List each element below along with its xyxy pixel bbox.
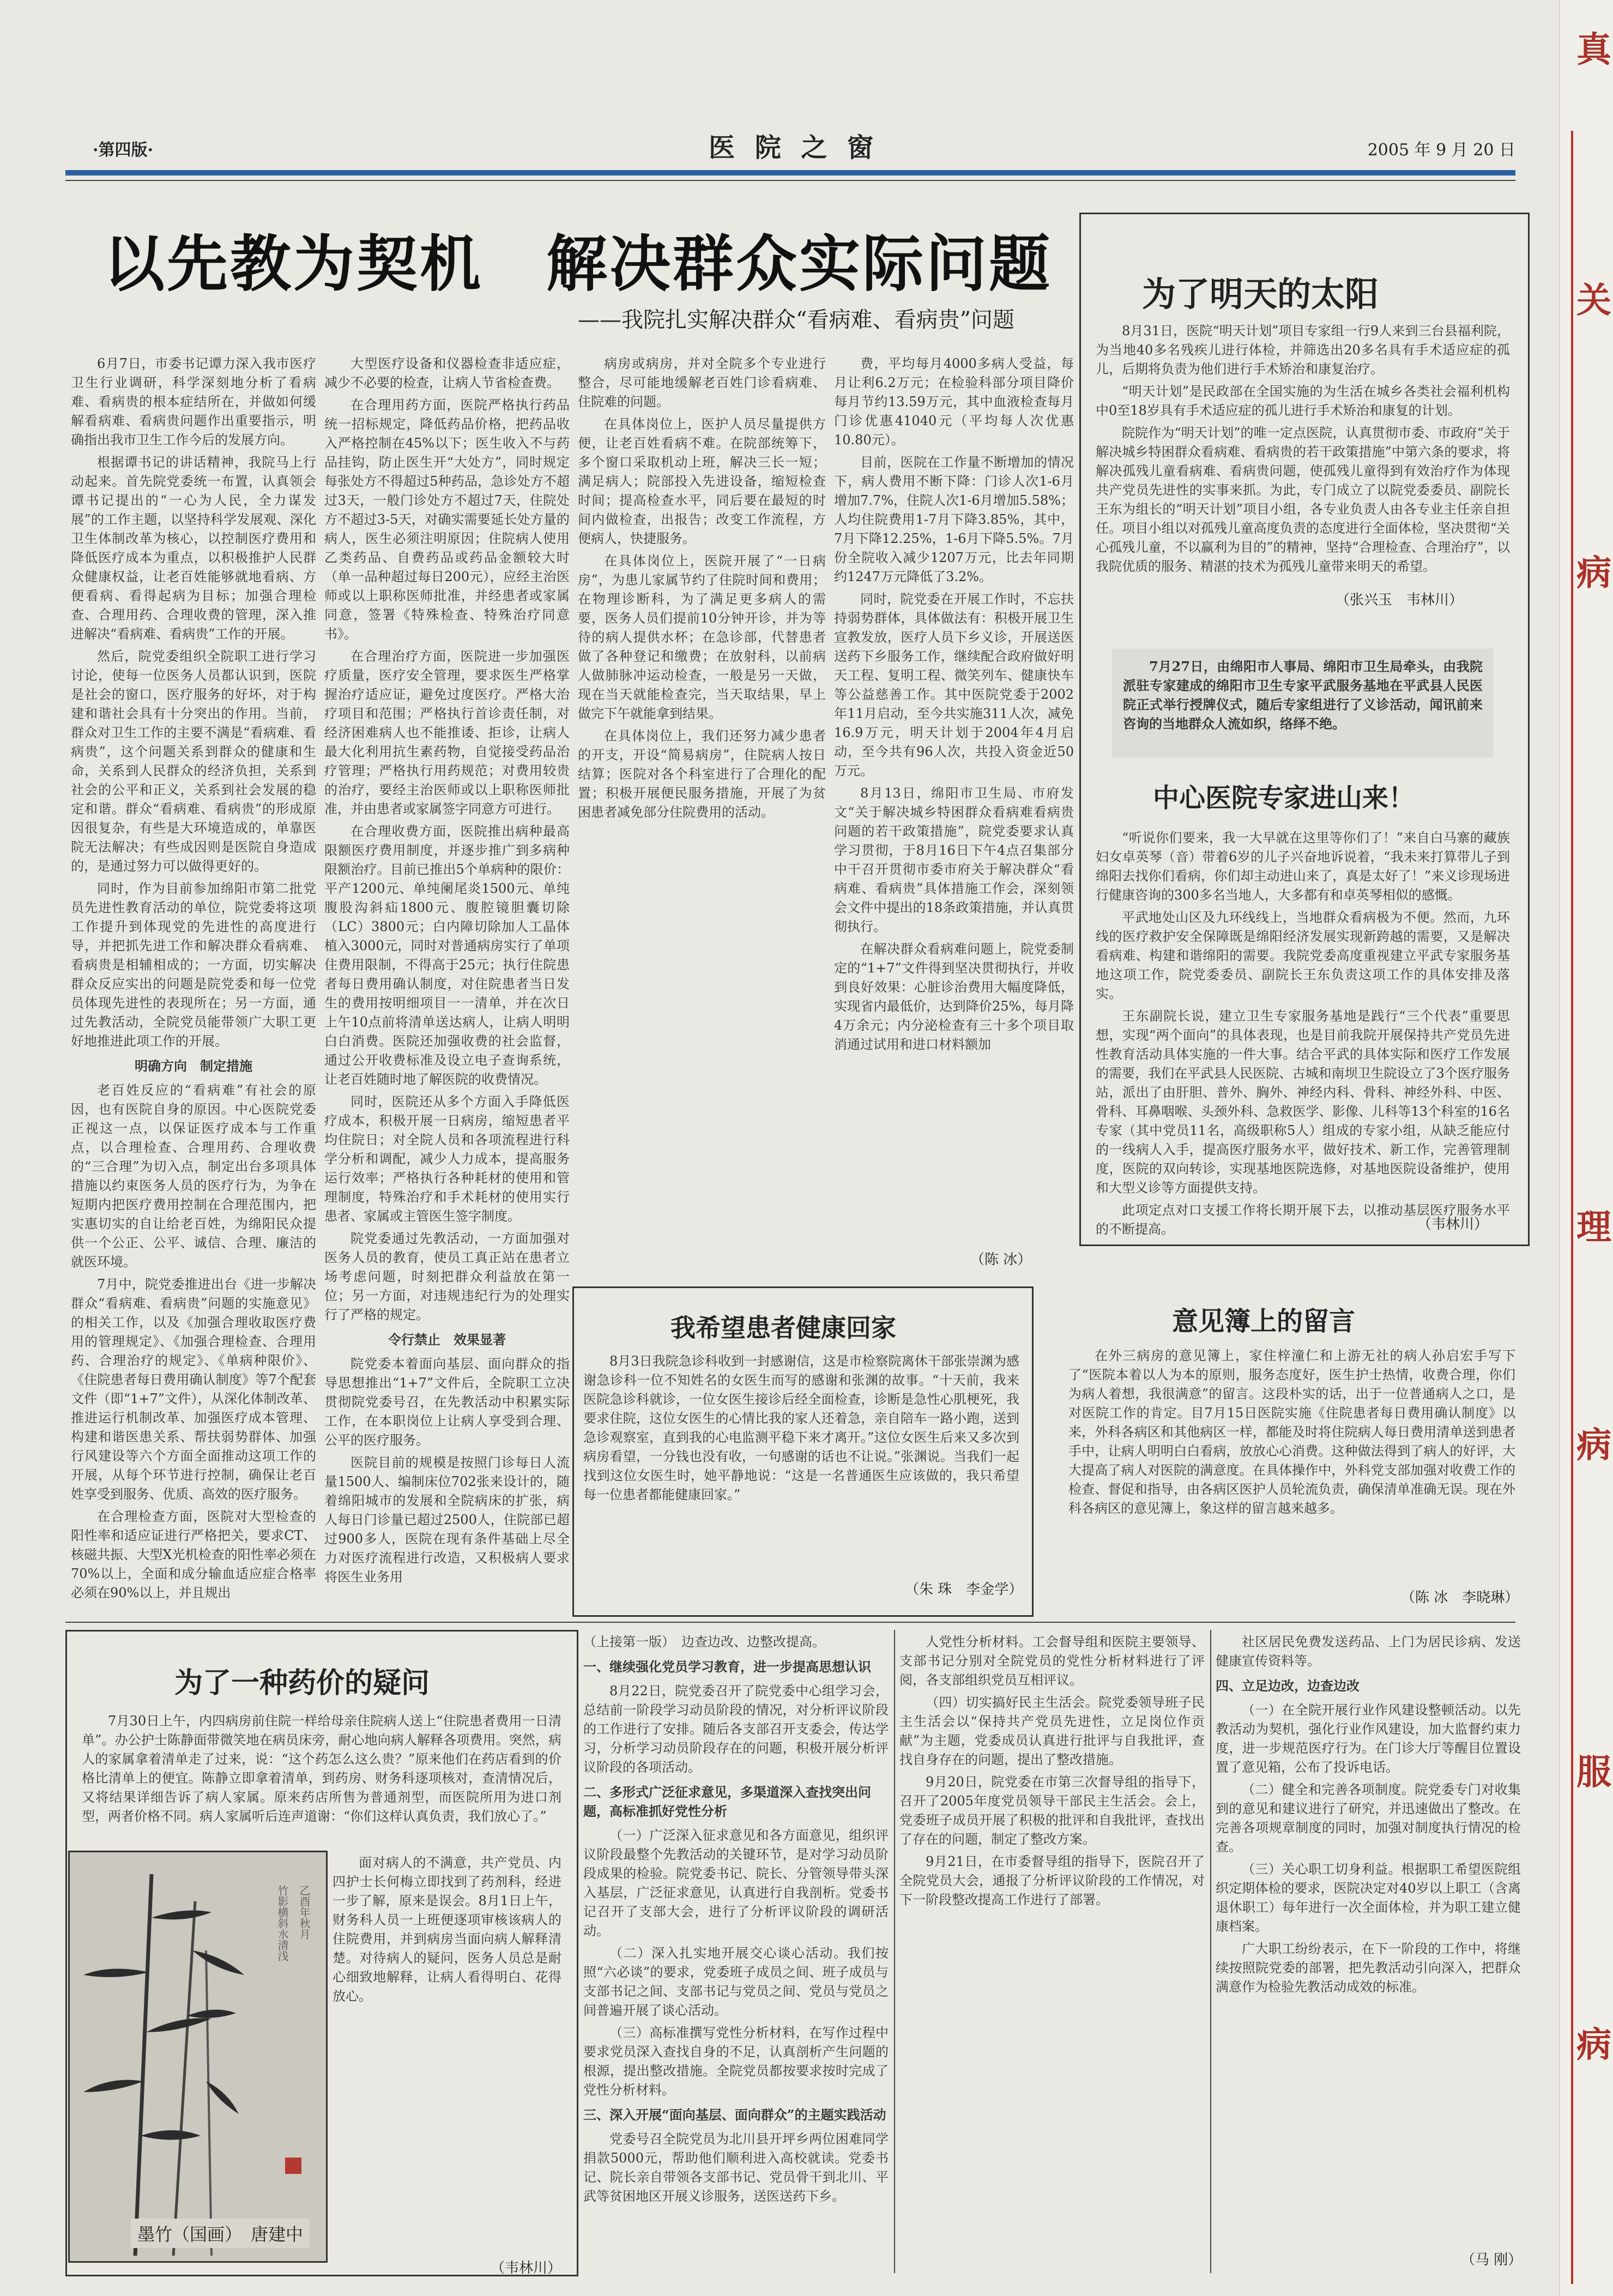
painting-caption: 墨竹（国画） 唐建中 (131, 2219, 310, 2248)
notice-text: 7月27日，由绵阳市人事局、绵阳市卫生局牵头，由我院派驻专家建成的绵阳市卫生专家平武服务基地在平武县人民医院正式举行授牌仪式，随后专家组进行了义诊活动，闻讯前来咨询的当地群众人流如织，络绎不绝。 (1123, 658, 1483, 732)
mountain-title: 中心医院专家进山来！ (1153, 783, 1415, 813)
paragraph: 在合理检查方面，医院对大型检查的阳性率和适应证进行严格把关，要求CT、核磁共振、大型X光机检查的阳性率必须在70%以上，全面和成分输血适应症合格率必须在90%以上，并且规出 (71, 1509, 316, 1600)
paragraph: 8月13日，绵阳市卫生局、市府发文“关于解决城乡特困群众看病难看病贵问题的若干政策措施”，院党委要求认真学习贯彻，于8月16日下午4点召集部分中干召开贯彻市委市府关于解决群众“看病难、看病贵”具体措施工作会，深刻领会文件中提出的18条政策措施，并认真贯彻执行。 (834, 786, 1074, 934)
edition-label: ·第四版· (93, 141, 153, 160)
paragraph: 在合理治疗方面，医院进一步加强医疗质量，医疗安全管理，要求医生严格掌握治疗适应证，避免过度医疗。严格大治疗项目和范围；严格执行首诊责任制，对经济困难病人也不能推诿、拒诊，让病人最大化利用抗生素药物，自觉接受药品治疗管理；严格执行用药规范；对费用较贵的治疗，要经主治医师或以上职称医师批准，并由患者或家属签字同意方可进行。 (324, 649, 570, 817)
paragraph: （一）广泛深入征求意见和各方面意见，组织评议阶段最整个先教活动的关键环节，是对学习动员阶段成果的检验。院党委书记、院长、分管领导带头深入基层，广泛征求意见，认真进行自我剖析。党委书记召开了支部大会，进行了分析评议阶段的调研活动。 (583, 1828, 889, 1938)
sun-article (1096, 322, 1510, 583)
paragraph: 目前，医院在工作量不断增加的情况下，病人费用不断下降：门诊人次1-6月增加7.7%，住院人次1-6月增加5.58%；人均住院费用1-7月下降3.85%，其中，7月下降12.25%，1-6月下降5.5%。7月份全院收入减少1207万元，比去年同期约1247万元降低了3.2%。 (834, 455, 1074, 584)
paragraph: 在具体岗位上，我们还努力减少患者的开支，开设“简易病房”，住院病人按日结算；医院对各个科室进行了合理化的配置；积极开展便民服务措施，开展了为贫困患者减免部分住院费用的活动。 (578, 728, 826, 820)
paragraph: 医院目前的规模是按照门诊每日人流量1500人、编制床位702张来设计的，随着绵阳城市的发展和全院病床的扩张，病人每日门诊量已超过2500人，住院部已超过900多人，医院在现有条件基础上尽全力对医疗流程进行改造，又积极病人要求将医生业务用 (324, 1455, 570, 1585)
subsection-heading: 三、深入开展“面向基层、面向群众”的主题实践活动 (583, 2107, 886, 2123)
price-article-top (82, 1712, 561, 1848)
main-article-byline: （陈 冰） (970, 1252, 1032, 1268)
masthead-thin-rule (65, 180, 1515, 181)
continued-head: （上接第一版） 边查边改、边整改提高。 (583, 1634, 825, 1650)
paragraph: 同时，院党委在开展工作时，不忘扶持弱势群体，具体做法有：积极开展卫生宣教发放，医疗人员下乡义诊，开展送医送药下乡服务工作，继续配合政府做好明天工程、复明工程、微笑列车、健康快车等公益慈善工作。其中医院党委于2002年11月启动，至今共实施311人次，减免16.9万元，明天计划于2004年4月启动，至今共有96人次，共投入资金近50万元。 (834, 591, 1074, 778)
main-article-col4 (834, 354, 1074, 1265)
paragraph: （二）深入扎实地开展交心谈心活动。我们按照“六必谈”的要求，党委班子成员之间、班子成员与支部书记之间、支部书记与党员之间、党员与党员之间普遍开展了谈心活动。 (583, 1945, 889, 2018)
paragraph: 广大职工纷纷表示，在下一阶段的工作中，将继续按照院党委的部署，把先教活动引向深入，把群众满意作为检验先教活动成效的标准。 (1216, 1941, 1521, 1995)
adjacent-headline-char: 病 (1576, 1425, 1611, 1466)
paragraph: 院院作为“明天计划”的唯一定点医院，认真贯彻市委、市政府“关于解决城乡特困群众看病难、看病贵的若干政策措施”中第六条的要求，将解决孤残儿童看病难、看病贵问题，使孤残儿童得到有效治疗作为体现共产党员先进性的实事来抓。为此，专门成立了以院党委委员、副院长王东为组长的“明天计划”项目小组，各专业负责人由各专业主任亲自担任。项目小组以对孤残儿童高度负责的态度进行全面体检，坚决贯彻“关心孤残儿童，不以赢利为目的”的精神，坚持“合理检查、合理治疗”，以我院优质的服务、精湛的技术为孤残儿童带来明天的希望。 (1096, 425, 1510, 574)
paragraph: （一）在全院开展行业作风建设整顿活动。以先教活动为契机，强化行业作风建设，加大监督约束力度，进一步规范医疗行为。在门诊大厅等醒目位置设置了意见箱，公布了投诉电话。 (1216, 1702, 1521, 1775)
paragraph: 9月21日，在市委督导组的指导下，医院召开了全院党员大会，通报了分析评议阶段的工作情况，对下一阶段整改提高工作进行了部署。 (899, 1854, 1205, 1907)
paragraph: （三）高标准撰写党性分析材料，在写作过程中要求党员深入查找自身的不足，认真剖析产生问题的根源，提出整改措施。全院党员都按要求按时完成了党性分析材料。 (583, 2025, 889, 2098)
paragraph: 院党委通过先教活动，一方面加强对医务人员的教育，使员工真正站在患者立场考虑问题，时刻把群众利益放在第一位；另一方面，对违规违纪行为的处理实行了严格的规定。 (324, 1231, 570, 1322)
paragraph: 7月30日上午，内四病房前住院一样给母亲住院病人送上“住院患者费用一日清单”。办公护士陈静面带微笑地在病员床旁，耐心地向病人解释各项费用。突然，病人的家属拿着清单走了过来，说：“这个药怎么这么贵？”原来他们在药店看到的价格比清单上的便宜。陈静立即拿着清单，到药房、财务科逐项核对，查清情况后，又将结果详细告诉了病人家属。原来药店所售为普通剂型，而医院所用为进口剂型，两者价格不同。病人家属听后连声道谢：“你们这样认真负责，我们放心了。” (82, 1713, 561, 1824)
adjacent-headline-char: 病 (1576, 2025, 1611, 2065)
paragraph: （四）切实搞好民主生活会。院党委领导班子民主生活会以“保持共产党员先进性，立足岗位作贡献”为主题，党委成员认真进行批评与自我批评，查找自身存在的问题，提出了整改措施。 (899, 1695, 1205, 1767)
hope-title: 我希望患者健康回家 (670, 1313, 896, 1343)
paragraph: 老百姓反应的“看病难”有社会的原因，也有医院自身的原因。中心医院党委正视这一点，以保证医疗成本与工作重点，以合理检查、合理用药、合理收费的“三合理”为切入点，制定出台多项具体措施以约束医务人员的医疗行为，为争在短期内把医疗费用控制在合理范围内，把实惠切实的自让给老百姓，为绵阳民众提供一个公正、公平、诚信、合理、廉洁的就医环境。 (71, 1083, 316, 1270)
paragraph: 9月20日，院党委在市第三次督导组的指导下，召开了2005年度党员领导干部民主生活会。会上，党委班子成员开展了积极的批评和自我批评，查找出了存在的问题，制定了整改方案。 (899, 1774, 1205, 1847)
paragraph: 在解决群众看病难问题上，院党委制定的“1+7”文件得到坚决贯彻执行，并收到良好效果：心脏诊治费用大幅度降低，实现省内最低价，达到降价25%，每月降4万余元；内分泌检查有三十多个项目取消通过试用和进口材料额加 (834, 941, 1074, 1052)
price-article-side (333, 1853, 561, 2268)
masthead-rule (65, 170, 1515, 176)
adjacent-page-strip (1559, 0, 1613, 2296)
continued-col2 (899, 1633, 1205, 2270)
bamboo-painting (68, 1851, 328, 2263)
paragraph: 病房或病房，并对全院多个专业进行整合，尽可能地缓解老百姓门诊看病难、住院难的问题。 (578, 356, 826, 409)
paragraph: 王东副院长说，建立卫生专家服务基地是践行“三个代表”重要思想，实现“两个面向”的具体表现，也是目前我院开展保持共产党员先进性教育活动具体实施的一件大事。结合平武的具体实际和医疗工作发展的需要，我们在平武县人民医院、古城和南坝卫生院设立了3个医疗服务站，派出了由肝胆、普外、胸外、神经内科、骨科、神经外科、中医、骨科、耳鼻咽喉、头颈外科、急救医学、影像、儿科等13个科室的16名专家（其中党员11名，高级职称5人）组成的专家小组，从缺乏能应付的一线病人入手，提高医疗服务水平，做好技术、新工作，完善管理制度，医院的双向转诊，实现基地医院选修，对基地医院设备维护，使用和大型义诊等方面提供支持。 (1096, 1008, 1510, 1195)
main-subhead: ——我院扎实解决群众“看病难、看病贵”问题 (578, 307, 1014, 333)
paragraph: 院党委本着面向基层、面向群众的指导思想推出“1+7”文件后，全院职工立决贯彻院党委号召，在先教活动中积累实际工作，在本职岗位上让病人享受到合理、公平的医疗服务。 (324, 1356, 570, 1448)
paragraph: 党委号召全院党员为北川县开坪乡两位困难同学捐款5000元，帮助他们顺利进入高校就读。党委书记、院长亲自带领各支部书记、党员骨干到北川、平武等贫困地区开展义诊服务，送医送药下乡。 (583, 2131, 889, 2204)
sun-byline: （张兴玉 韦林川） (1336, 592, 1464, 608)
paragraph: 7月中，院党委推进出台《进一步解决群众“看病难、看病贵”问题的实施意见》的相关工作，以及《加强合理收取医疗费用的管理规定》、《加强合理检查、合理用药、合理治疗的规定》、《单病种限价》、《住院患者每日费用确认制度》等7个配套文件（即“1+7”文件），从深化体制改革、推进运行机制改革、加强医疗成本管理、构建和谐医患关系、帮扶弱势群体、加强行风建设等六个方面全面推动这项工作的开展，从每个环节进行控制，确保让老百姓享受到服务、优质、高效的医疗服务。 (71, 1277, 316, 1502)
paragraph: 8月22日，院党委召开了院党委中心组学习会，总结前一阶段学习动员阶段的情况，对分析评议阶段的工作进行了安排。随后各支部召开支委会，传达学习，分析学习动员阶段存在的问题，积极开展分析评议阶段的各项活动。 (583, 1683, 889, 1775)
continued-col3 (1216, 1633, 1521, 2243)
paragraph: 人党性分析材料。工会督导组和医院主要领导、支部书记分别对全院党员的党性分析材料进行了评阅，各支部组织党员互相评议。 (899, 1634, 1205, 1688)
subsection-heading: 明确方向 制定措施 (135, 1058, 252, 1074)
adjacent-headline-char: 关 (1576, 280, 1611, 321)
paragraph: “明天计划”是民政部在全国实施的为生活在城乡各类社会福利机构中0至18岁具有手术适应症的孤儿进行手术矫治和康复的计划。 (1096, 384, 1510, 418)
paragraph: 根据谭书记的讲话精神，我院马上行动起来。首先院党委统一布置，认真领会谭书记提出的“一心为人民，全力谋发展”的工作主题，以坚持科学发展观、深化卫生体制改革为核心，以控制医疗费用和降低医疗成本为重点，以积极推护人民群众健康权益，让老百姓能够就地看病、方便看病、看得起病为目标；加强合理检查、合理用药、合理收费的管理，深入推进解决“看病难、看病贵”工作的开展。 (71, 455, 316, 642)
paragraph: 在具体岗位上，医护人员尽量提供方便，让老百姓看病不难。在院部统筹下，多个窗口采取机动上班，解决三长一短；满足病人；院部投入先进设备，缩短检查时间；提高检查水平，同后要在最短的时间内做检查，出报告；改变工作流程，方便病人，快捷服务。 (578, 416, 826, 546)
hope-article (583, 1352, 1019, 1570)
subsection-heading: 令行禁止 效果显著 (388, 1332, 506, 1348)
notice-text-block (1123, 657, 1483, 752)
subsection-heading: 四、立足边改，边查边改 (1216, 1678, 1360, 1694)
issue-date: 2005 年 9 月 20 日 (1367, 141, 1515, 160)
paragraph: （三）关心职工切身利益。根据职工希望医院组织定期体检的要求，医院决定对40岁以上职工（含离退休职工）每年进行一次全面体检，并为职工建立健康档案。 (1216, 1862, 1521, 1934)
svg-text:乙酉年秋月: 乙酉年秋月 (298, 1885, 311, 1939)
note-byline: （陈 冰 李晓琳） (1401, 1590, 1519, 1606)
adjacent-headline-char: 理 (1576, 1207, 1611, 1248)
paragraph: 然后，院党委组织全院职工进行学习讨论，使每一位医务人员都认识到，医院是社会的窗口，医疗服务的好坏，对于构建和谐社会具有十分突出的作用。当前，群众对卫生工作的主要不满是“看病难、看病贵”，这个问题关系到群众的健康和生命，关系到人民群众的经济负担，关系到社会的公平和正义，关系到社会发展的稳定和谐。群众“看病难、看病贵”的形成原因很复杂，有些是大环境造成的，单靠医院无法解决；有些成因则是医院自身造成的，是通过努力可以做得更好的。 (71, 649, 316, 874)
section-divider (65, 1622, 1515, 1623)
paragraph: 社区居民免费发送药品、上门为居民诊病、发送健康宣传资料等。 (1216, 1634, 1521, 1669)
main-article-col2 (324, 354, 570, 1603)
note-article (1068, 1346, 1515, 1586)
price-title: 为了一种药价的疑问 (174, 1667, 430, 1700)
main-article-col1 (71, 354, 316, 1603)
note-title: 意见簿上的留言 (1172, 1306, 1356, 1337)
paragraph: 在具体岗位上，医院开展了“一日病房”，为患儿家属节约了住院时间和费用；在物理诊断科，为了满足更多病人的需要，医务人员们提前10分钟开诊，并为等待的病人提供水杯；在急诊部，代替患者做了各种登记和缴费；在放射科，以前病人做肺脉冲运动检查，一般是另一天做，现在当天就能检查完，当天取结果，早上做完下午就能拿到结果。 (578, 553, 826, 721)
paragraph: 8月3日我院急诊科收到一封感谢信，这是市检察院离休干部张崇渊为感谢急诊科一位不知姓名的女医生而写的感谢和张渊的故事。“十天前，我来医院急诊科就诊，一位女医生接诊后经全面检查，诊断是急性心肌梗死，我要求住院，这位女医生的心情比我的家人还着急，亲自陪车一路小跑，送到急诊观察室，直到我的心电监测平稳下来才离开。”这位女医生后来又多次到病房看望，一分钱也没有收，一句感谢的话也不让说。”张渊说。当我们一起找到这位女医生时，她平静地说：“这是一名普通医生应该做的，我只希望每一位患者都能健康回家。” (583, 1354, 1019, 1502)
svg-text:竹影横斜水清浅: 竹影横斜水清浅 (276, 1885, 289, 1961)
paragraph: 费，平均每月4000多病人受益，每月让利6.2万元；在检验科部分项目降价每月节约13.59万元，其中血液检查每月门诊优惠41040元（平均每人次优惠10.80元）。 (834, 356, 1074, 448)
paragraph: 平武地处山区及九环线线上，当地群众看病极为不便。然而，九环线的医疗救护安全保障既是绵阳经济发展实现新跨越的需要，又是解决看病难、构建和谐绵阳的需要。我院党委高度重视建立平武专家服务基地这项工作，院党委委员、副院长王东负责这项工作的具体安排及落实。 (1096, 910, 1510, 1001)
adjacent-headline-char: 服 (1576, 1752, 1611, 1793)
paragraph: 在合理收费方面，医院推出病种最高限额医疗费用制度，并逐步推广到多病种限额治疗。目前已推出5个单病种的限价：平产1200元、单纯阑尾炎1500元、单纯腹股沟斜疝1800元、腹腔镜胆囊切除（LC）3800元；白内障切除加人工晶体植入3000元，同时对普通病房实行了单项住费用限制，不得高于25元；执行住院患者每日费用确认制度，对住院患者当日发生的费用按明细项目一一清单，并在次日上午10点前将清单送达病人，让病人明明白白消费。医院还加强收费的社会监督，通过公开收费标准及设立电子查询系统，让老百姓随时地了解医院的收费情况。 (324, 824, 570, 1087)
main-headline: 以先教为契机 解决群众实际问题 (104, 229, 1052, 300)
column-divider (894, 1630, 895, 2273)
mountain-byline: （韦林川） (1417, 1216, 1489, 1232)
adjacent-headline-char: 真 (1576, 29, 1611, 70)
price-byline: （韦林川） (491, 2260, 562, 2276)
paragraph: 在合理用药方面，医院严格执行药品统一招标规定，降低药品价格，把药品收入严格控制在45%以下；医生收入不与药品挂钩，防止医生开“大处方”，同时规定每张处方不得超过5种药品，急诊处方不超过3天，一般门诊处方不超过7天，住院处方不超过3-5天，对确实需要延长处方量的病人，医生必须注明原因；住院病人使用乙类药品、自费药品或药品金额较大时（单一品种超过每日200元），应经主治医师或以上职称医师批准，并经患者或家属同意，签署《特殊检查、特殊治疗同意书》。 (324, 397, 570, 642)
paragraph: 大型医疗设备和仪器检查非适应症，减少不必要的检查，让病人节省检查费。 (324, 356, 570, 390)
continued-col1 (583, 1633, 889, 2270)
section-title: 医 院 之 窗 (709, 132, 879, 163)
subsection-heading: 一、继续强化党员学习教育，进一步提高思想认识 (583, 1659, 871, 1675)
main-article-col3 (578, 354, 826, 1281)
paragraph: （二）健全和完善各项制度。院党委专门对收集到的意见和建议进行了研究，并迅速做出了整改。在完善各项规章制度的同时，加强对制度执行情况的检查。 (1216, 1782, 1521, 1854)
paragraph: 面对病人的不满意，共产党员、内四护士长何梅立即找到了药剂科，经进一步了解，原来是误会。8月1日上午，财务科人员一上班便逐项审核该病人的住院费用，并到病房当面向病人解释清楚。对待病人的疑问，医务人员总是耐心细致地解释，让病人看得明白、花得放心。 (333, 1855, 561, 2004)
paragraph: 6月7日，市委书记谭力深入我市医疗卫生行业调研，科学深刻地分析了看病难、看病贵的根本症结所在，并做如何缓解看病难、看病贵问题作出重要指示，明确指出我市卫生工作今后的发展方向。 (71, 356, 316, 448)
paragraph: 在外三病房的意见簿上，家住梓潼仁和上游无社的病人孙启宏手写下了“医院本着以人为本的原则，服务态度好，医生护士热情，收费合理，你们为病人着想，我很满意”的留言。这段朴实的话，出于一位普通病人之口，是对医院工作的肯定。目7月15日医院实施《住院患者每日费用确认制度》以来，外科各病区和其他病区一样，都能及时将住院病人每日费用清单送到患者手中，让病人明明白白看病，放放心心消费。这种做法得到了病人的好评，大大提高了病人对医院的满意度。在具体操作中，外科党支部加强对收费工作的检查、督促和指导，由各病区医护人员轮流负责，确保清单准确无误。现在外科各病区的意见簿上，象这样的留言越来越多。 (1068, 1348, 1515, 1516)
paragraph: “听说你们要来，我一大早就在这里等你们了！”来自白马寨的藏族妇女卓英琴（音）带着6岁的儿子兴奋地诉说着，“我未来打算带儿子到绵阳去找你们看病，你们却主动进山来了，真是太好了！”来义诊现场进行健康咨询的300多名当地人，大多都有和卓英琴相似的感慨。 (1096, 830, 1510, 903)
bamboo-painting-image (70, 1852, 326, 2261)
paragraph: 8月31日，医院“明天计划”项目专家组一行9人来到三台县福利院，为当地40多名残疾儿进行体检，并筛选出20多名具有手术适应症的孤儿，后期将负责为他们进行手术矫治和康复治疗。 (1096, 323, 1510, 377)
paragraph: 同时，作为目前参加绵阳市第二批党员先进性教育活动的单位，院党委将这项工作提升到体现党的先进性的高度进行导，并把抓先进工作和解决群众看病难、看病贵是相辅相成的；一方面，切实解决群众反应实出的问题是院党委和每一位党员体现先进性的表现所在；另一方面，通过先教活动，全院党员能带领广大职工更好地推进此项工作的开展。 (71, 881, 316, 1049)
column-divider (1210, 1630, 1211, 2273)
subsection-heading: 二、多形式广泛征求意见，多渠道深入查找突出问题，高标准抓好党性分析 (583, 1784, 871, 1819)
paragraph: 此项定点对口支援工作将长期开展下去，以推动基层医疗服务水平的不断提高。 (1096, 1203, 1510, 1237)
continued-byline: （马 刚） (1461, 2252, 1523, 2268)
hope-byline: （朱 珠 李金学） (905, 1581, 1023, 1598)
sun-title: 为了明天的太阳 (1142, 274, 1379, 314)
paragraph: 同时，医院还从多个方面入手降低医疗成本，积极开展一日病房，缩短患者平均住院日；对全院人员和各项流程进行科学分析和调配，减少人力成本，提高服务运行效率；严格执行各种耗材的使用和管理制度，特殊治疗和手术耗材的使用实行患者、家属或主管医生签字制度。 (324, 1094, 570, 1224)
adjacent-headline-char: 病 (1576, 553, 1611, 594)
